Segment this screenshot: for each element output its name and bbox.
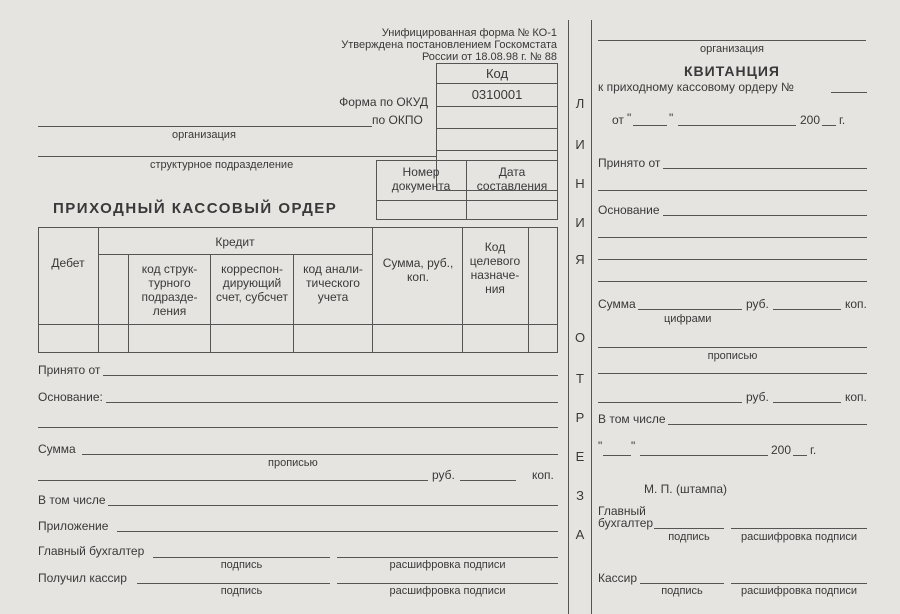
form-code-line: Унифицированная форма № КО-1: [381, 27, 557, 39]
debit-header: Дебет: [51, 256, 85, 270]
receipt-basis-field-2[interactable]: [598, 237, 867, 238]
receipt-subtitle: к приходному кассовому ордеру №: [598, 80, 794, 94]
kop-field[interactable]: [460, 480, 516, 481]
receipt-date-month-field[interactable]: [678, 125, 796, 126]
receipt-cashier-decode-caption: расшифровка подписи: [740, 585, 858, 597]
chief-decode-caption: расшифровка подписи: [389, 559, 506, 571]
cut-line-letter: Т: [576, 371, 584, 386]
approval-date-line: России от 18.08.98 г. № 88: [421, 51, 557, 63]
receipt-title: КВИТАНЦИЯ: [684, 63, 780, 79]
receipt-organization-caption: организация: [700, 43, 764, 55]
received-from-label: Принято от: [38, 363, 101, 377]
okpo-label: по ОКПО: [372, 113, 423, 127]
receipt-received-from-label: Принято от: [598, 156, 661, 170]
receipt-including-field[interactable]: [668, 424, 867, 425]
receipt-date-from: от: [612, 113, 624, 127]
receipt-date-day-field[interactable]: [633, 125, 667, 126]
target-code-header: Код целевого назначе- ния: [469, 240, 521, 296]
cut-line-letter: Е: [575, 449, 585, 464]
form-title: ПРИХОДНЫЙ КАССОВЫЙ ОРДЕР: [53, 200, 338, 217]
receipt-year-suffix-2: г.: [810, 443, 817, 457]
subdivision-caption: структурное подразделение: [150, 159, 294, 171]
receipt-sum-words-field[interactable]: [598, 347, 867, 348]
receipt-chief-decode-caption: расшифровка подписи: [740, 531, 858, 543]
rub-label: руб.: [432, 468, 455, 482]
cut-line-right: [591, 20, 592, 614]
receipt-received-from-field-2[interactable]: [598, 190, 867, 191]
receipt-year-2: 200: [771, 443, 792, 457]
receipt-sum-digits-field[interactable]: [638, 309, 742, 310]
cut-line-letter: И: [575, 137, 585, 152]
cashier-label: Получил кассир: [38, 571, 127, 585]
subdivision-field[interactable]: [38, 156, 436, 157]
sum-words-field[interactable]: [82, 454, 558, 455]
analytic-code-header: код анали- тического учета: [303, 262, 363, 304]
cut-line-letter: И: [575, 215, 585, 230]
cut-line-letter: О: [574, 330, 586, 345]
receipt-cashier-signature-caption: подпись: [661, 585, 703, 597]
receipt-year2-field[interactable]: [793, 455, 807, 456]
cashier-signature-caption: подпись: [220, 585, 263, 597]
receipt-date2-month-field[interactable]: [640, 455, 768, 456]
including-label: В том числе: [38, 493, 106, 507]
receipt-stamp-place: М. П. (штампа): [644, 482, 728, 496]
kop-label: коп.: [532, 468, 554, 482]
including-field[interactable]: [108, 505, 558, 506]
okud-label: Форма по ОКУД: [339, 95, 428, 109]
receipt-rub-label: руб.: [746, 297, 769, 311]
struct-code-header: код струк- турного подразде- ления: [141, 262, 198, 318]
receipt-cashier-label: Кассир: [598, 571, 638, 585]
organization-field[interactable]: [38, 126, 372, 127]
receipt-year: 200: [800, 113, 821, 127]
sum-words-field-2[interactable]: [38, 480, 428, 481]
cut-line-left: [568, 20, 569, 614]
receipt-basis-field-4[interactable]: [598, 281, 867, 282]
cut-line-letter: Л: [575, 96, 585, 111]
corr-account-header: корреспон- дирующий счет, субсчет: [216, 262, 288, 304]
basis-label: Основание:: [38, 390, 103, 404]
receipt-order-number-field[interactable]: [831, 92, 867, 93]
sum-header: Сумма, руб., коп.: [382, 256, 454, 284]
receipt-basis-field[interactable]: [663, 215, 867, 216]
receipt-kop-label-2: коп.: [845, 390, 867, 404]
receipt-chief-signature-field[interactable]: [654, 528, 724, 529]
receipt-basis-label: Основание: [598, 203, 660, 217]
cut-line-letter: Н: [575, 176, 585, 191]
receipt-chief-decode-field[interactable]: [731, 528, 867, 529]
receipt-sum-words-field-3[interactable]: [598, 402, 742, 403]
receipt-date2-day-field[interactable]: [603, 455, 631, 456]
receipt-kop-label: коп.: [845, 297, 867, 311]
sum-in-words-caption: прописью: [268, 457, 318, 469]
credit-header: Кредит: [215, 235, 255, 249]
basis-field-2[interactable]: [38, 427, 558, 428]
receipt-kop-field-2[interactable]: [773, 402, 841, 403]
cut-line-letter: З: [576, 488, 584, 503]
receipt-rub-label-2: руб.: [746, 390, 769, 404]
receipt-kop-field[interactable]: [773, 309, 841, 310]
organization-caption: организация: [172, 129, 236, 141]
received-from-field[interactable]: [103, 375, 558, 376]
attachment-label: Приложение: [38, 519, 109, 533]
code-header: Код: [485, 66, 509, 81]
chief-accountant-label: Главный бухгалтер: [38, 544, 145, 558]
receipt-chief-label-1: Главный: [598, 504, 646, 518]
doc-number-header: Номер документа: [391, 165, 451, 193]
chief-signature-caption: подпись: [220, 559, 263, 571]
receipt-chief-signature-caption: подпись: [668, 531, 710, 543]
receipt-in-words-caption: прописью: [707, 350, 758, 362]
approval-line: Утверждена постановлением Госкомстата: [341, 39, 557, 51]
receipt-sum-label: Сумма: [598, 297, 636, 311]
sum-label: Сумма: [38, 442, 76, 456]
receipt-basis-field-3[interactable]: [598, 259, 867, 260]
okud-value[interactable]: 0310001: [471, 87, 523, 102]
date-header: Дата составления: [476, 165, 548, 193]
receipt-received-from-field[interactable]: [663, 168, 867, 169]
receipt-organization-field[interactable]: [598, 40, 866, 41]
receipt-digits-caption: цифрами: [664, 313, 712, 325]
cashier-decode-caption: расшифровка подписи: [389, 585, 506, 597]
receipt-year-field[interactable]: [822, 125, 836, 126]
receipt-including-label: В том числе: [598, 412, 666, 426]
cut-line-letter: Р: [575, 410, 585, 425]
cut-line-letter: Я: [575, 252, 585, 267]
receipt-sum-words-field-2[interactable]: [598, 373, 867, 374]
attachment-field[interactable]: [117, 531, 558, 532]
receipt-year-suffix: г.: [839, 113, 846, 127]
basis-field[interactable]: [106, 402, 558, 403]
cut-line-letter: А: [575, 527, 585, 542]
receipt-chief-label-2: бухгалтер: [598, 516, 654, 530]
